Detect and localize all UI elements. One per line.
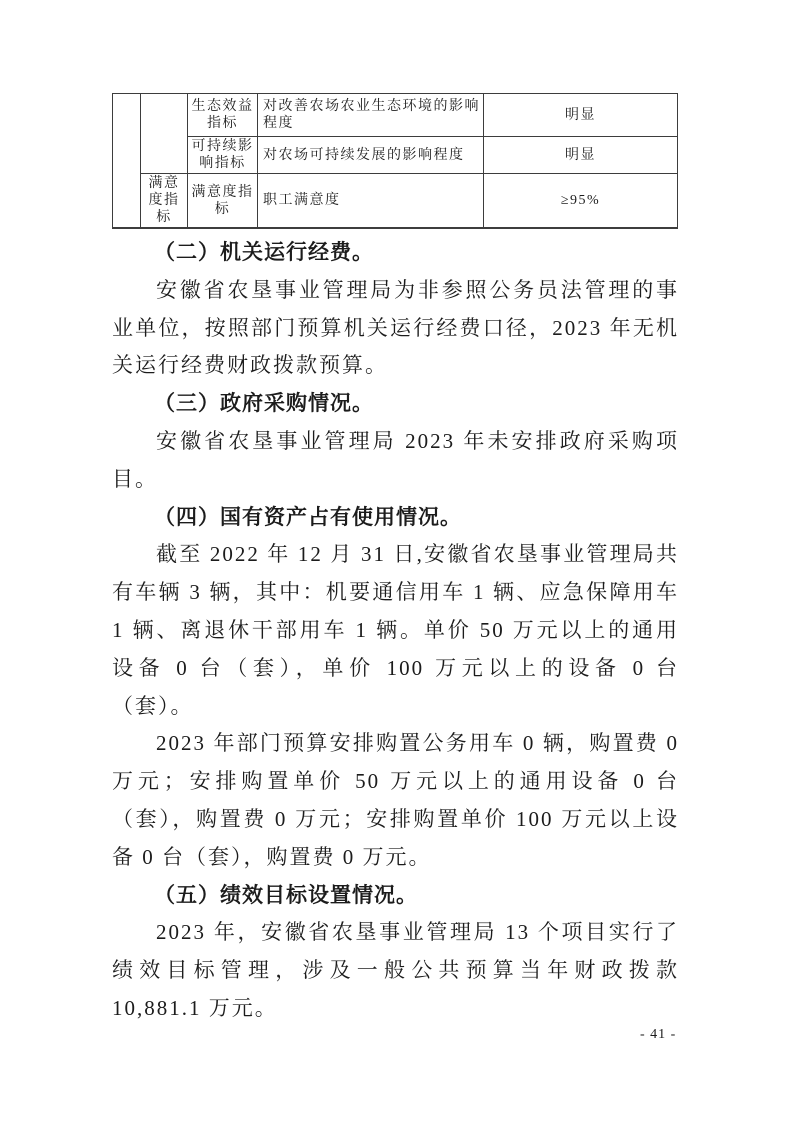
body-paragraph: 安徽省农垦事业管理局为非参照公务员法管理的事业单位，按照部门预算机关运行经费口径，2023 年无机关运行经费财政拨款预算。 xyxy=(112,277,679,378)
table-cell-level1-continued xyxy=(113,94,141,229)
section-heading: （五）绩效目标设置情况。 xyxy=(154,883,418,907)
body-paragraph: 2023 年部门预算安排购置公务用车 0 辆，购置费 0 万元；安排购置单价 50 万元以上的通用设备 0 台（套），购置费 0 万元；安排购置单价 100 万元以上设备 0 台（套），购置费 0 万元。 xyxy=(112,731,679,869)
table-cell-level2-continued xyxy=(141,94,188,174)
table-cell-description: 职工满意度 xyxy=(258,174,484,229)
table-row xyxy=(113,174,678,229)
table-cell-value: ≥95% xyxy=(484,174,678,229)
section-heading: （二）机关运行经费。 xyxy=(154,241,374,264)
table-cell-indicator: 可持续影响指标 xyxy=(188,137,258,174)
table-cell-description: 对改善农场农业生态环境的影响程度 xyxy=(258,94,484,137)
table-cell-value: 明显 xyxy=(484,94,678,137)
table-cell-indicator: 满意度指标 xyxy=(188,174,258,229)
table-row xyxy=(113,94,678,137)
section-agency-operating-expense xyxy=(112,234,679,385)
table-cell-indicator: 生态效益指标 xyxy=(188,94,258,137)
table-cell-value: 明显 xyxy=(484,137,678,174)
section-heading: （三）政府采购情况。 xyxy=(154,392,374,416)
page-content xyxy=(112,93,679,1028)
body-paragraph: 安徽省农垦事业管理局 2023 年未安排政府采购项目。 xyxy=(112,428,679,491)
page-number: - 41 - xyxy=(640,1027,677,1042)
table-row xyxy=(113,137,678,174)
body-paragraph: 2023 年，安徽省农垦事业管理局 13 个项目实行了绩效目标管理，涉及一般公共预算当年财政拨款 10,881.1 万元。 xyxy=(112,920,679,1020)
section-government-procurement xyxy=(112,385,679,498)
body-paragraph: 截至 2022 年 12 月 31 日,安徽省农垦事业管理局共有车辆 3 辆，其中：机要通信用车 1 辆、应急保障用车 1 辆、离退休干部用车 1 辆。单价 50 万元以上的通用设备 0 台（套），单价 100 万元以上的设备 0 台（套）。 xyxy=(112,542,679,718)
section-state-assets xyxy=(112,499,679,877)
table-cell-description: 对农场可持续发展的影响程度 xyxy=(258,137,484,174)
performance-indicator-table xyxy=(112,93,678,229)
section-heading: （四）国有资产占有使用情况。 xyxy=(154,505,462,529)
section-performance-targets xyxy=(112,877,679,1028)
table-cell-level2: 满意度指标 xyxy=(141,174,188,229)
